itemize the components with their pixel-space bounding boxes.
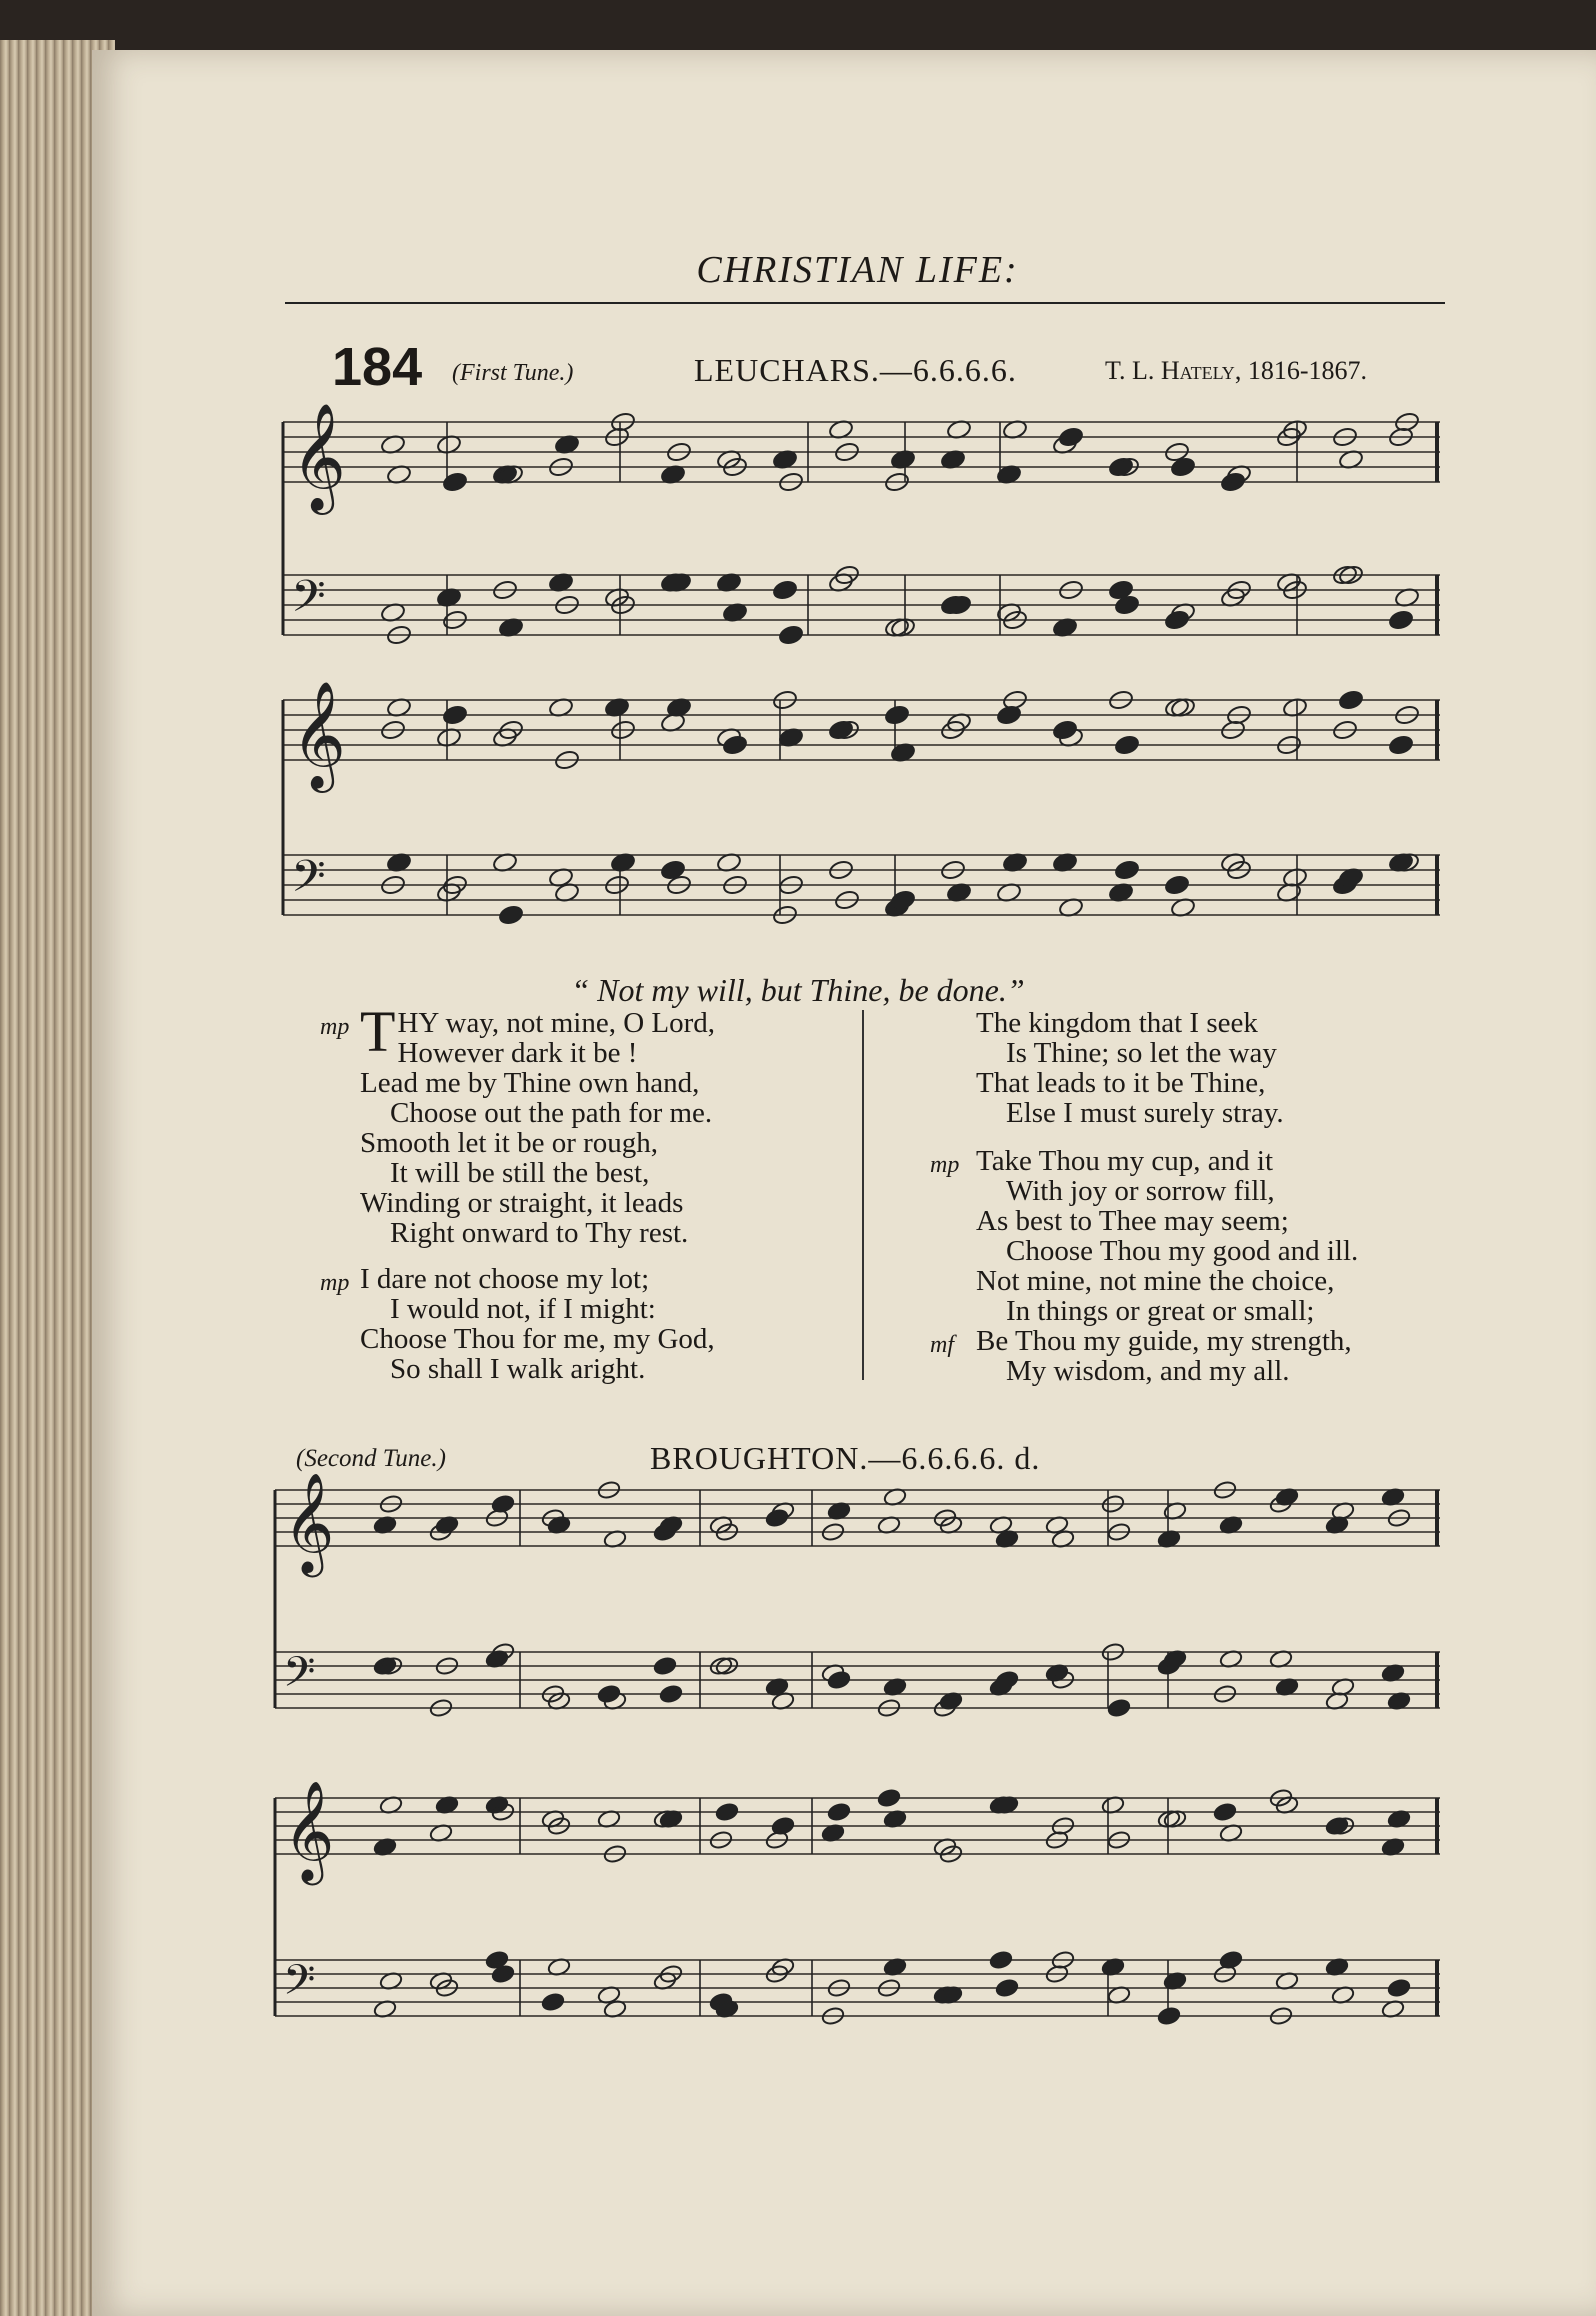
note-head [1338,689,1364,711]
verse-line: I would not, if I might: [390,1293,656,1325]
verse-line: With joy or sorrow fill, [1006,1175,1275,1207]
dynamic-mark: mp [930,1152,960,1178]
verse-4 [976,1146,1358,1386]
note-head [498,904,524,926]
note-head [1107,1698,1132,1718]
verse-line: Right onward to Thy rest. [390,1217,689,1249]
bass-clef-icon: 𝄢 [283,1955,316,2014]
composer-initials: T. L. [1105,356,1155,385]
verse-line: Else I must surely stray. [1006,1097,1284,1129]
first-tune-title: LEUCHARS.—6.6.6.6. [694,352,1017,388]
note-head [442,471,468,493]
verse-line: Take Thou my cup, and it [976,1145,1274,1177]
composer-dates: , 1816-1867. [1234,356,1367,385]
note-head [778,624,804,646]
second-tune-title: BROUGHTON.—6.6.6.6. d. [650,1440,1041,1476]
note-head [877,1788,902,1808]
note-head [989,1950,1014,1970]
running-head: CHRISTIAN LIFE: [696,249,1019,291]
verse-line: Lead me by Thine own hand, [360,1067,700,1099]
verse-line: Is Thine; so let the way [1006,1037,1277,1069]
verse-line: My wisdom, and my all. [1006,1355,1290,1387]
note-head [827,1670,852,1690]
second-tune-label: (Second Tune.) [296,1445,446,1472]
verse-line: In things or great or small; [1006,1295,1315,1327]
note-head [442,704,468,726]
verse-line: As best to Thee may seem; [976,1205,1289,1237]
note-head [1114,734,1140,756]
bass-clef-icon: 𝄢 [291,570,326,633]
verse-line: THY way, not mine, O Lord, [360,999,716,1064]
verse-lines [360,1038,840,1248]
verse-1 [360,999,840,1249]
note-head [1387,1978,1412,1998]
note-head [653,1656,678,1676]
composer-name: Hately [1160,356,1235,385]
bass-clef-icon: 𝄢 [283,1647,316,1706]
verse-line: So shall I walk aright. [390,1353,646,1385]
verse-line: Not mine, not mine the choice, [976,1265,1335,1297]
note-head [715,1802,740,1822]
note-head [827,1802,852,1822]
note-head [659,1684,684,1704]
note-head [1164,874,1190,896]
verse-line: Choose out the path for me. [390,1097,713,1129]
note-head [1058,426,1084,448]
note-head [1388,609,1414,631]
verse-line: Be Thou my guide, my strength, [976,1325,1352,1357]
note-head [1388,734,1414,756]
dynamic-mark: mf [930,1332,954,1358]
verse-2 [360,1264,840,1384]
drop-cap: T [360,999,396,1064]
treble-clef-icon: 𝄞 [291,680,346,788]
note-head [1157,2006,1182,2026]
verse-line: Choose Thou for me, my God, [360,1323,715,1355]
verse-line: Choose Thou my good and ill. [1006,1235,1359,1267]
verse-line: I dare not choose my lot; [360,1263,650,1295]
treble-clef-icon: 𝄞 [283,1472,335,1573]
note-head [541,1992,566,2012]
verse-line: That leads to it be Thine, [976,1067,1266,1099]
note-head [772,579,798,601]
verse-3 [976,1008,1284,1128]
hymn-number: 184 [332,337,423,397]
note-head [995,1978,1020,1998]
note-head [1114,859,1140,881]
bass-clef-icon: 𝄢 [291,850,326,913]
first-tune-label: (First Tune.) [452,360,574,386]
verse-line: Winding or straight, it leads [360,1187,684,1219]
verse-line: It will be still the best, [390,1157,650,1189]
hymn-motto: “ Not my will, but Thine, be done.” [571,972,1025,1008]
column-divider [862,1010,864,1380]
treble-clef-icon: 𝄞 [283,1780,335,1881]
note-head [1213,1802,1238,1822]
verse-line: However dark it be ! [397,1037,638,1069]
note-head [722,734,748,756]
dynamic-mark: mp [320,1014,350,1040]
note-head [884,704,910,726]
verse-line: The kingdom that I seek [976,1007,1258,1039]
verse-line: Smooth let it be or rough, [360,1127,659,1159]
treble-clef-icon: 𝄞 [291,402,346,510]
dynamic-mark: mp [320,1270,350,1296]
